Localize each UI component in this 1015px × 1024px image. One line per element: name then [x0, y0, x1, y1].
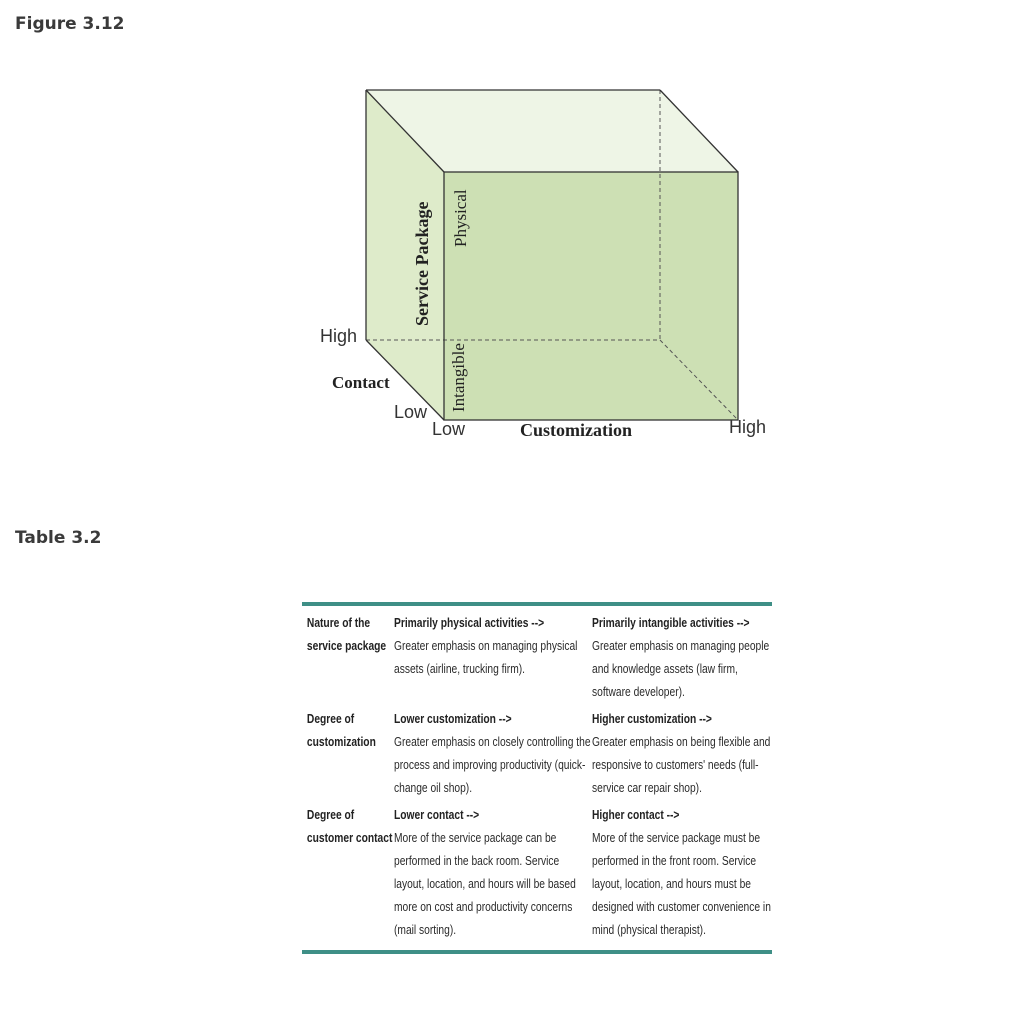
axis-vertical-top-label: Physical — [451, 189, 470, 247]
axis-horizontal-high-label: High — [729, 417, 767, 437]
axis-vertical-title: Service Package — [412, 201, 432, 326]
cell-body: Greater emphasis on closely controlling the process and improving productivity (quick-change oil shop). — [394, 735, 591, 795]
column-physical — [394, 804, 576, 942]
table-row — [302, 804, 772, 942]
service-dimensions-table — [302, 602, 772, 954]
cell-body: More of the service package must be performed in the front room. Service layout, location, and hours must be designed with customer convenience in mind (physical therapist). — [592, 831, 771, 937]
axis-depth-title: Contact — [332, 373, 390, 392]
table-heading: Table 3.2 — [15, 528, 102, 548]
column-intangible — [592, 612, 770, 704]
row-label: Degree of customer contact — [306, 808, 393, 845]
column-physical — [394, 708, 591, 800]
column-intangible — [592, 804, 771, 942]
cell-title: Primarily physical activities --> — [394, 616, 545, 630]
table-row — [302, 612, 772, 704]
column-intangible — [592, 708, 771, 800]
cell-title: Primarily intangible activities --> — [592, 616, 750, 630]
cell-body: More of the service package can be performed in the back room. Service layout, location, and hours will be based more on cost and productivity concerns (mail sorting). — [394, 831, 576, 937]
row-label: Degree of customization — [306, 712, 376, 749]
table-row — [302, 708, 772, 800]
axis-horizontal-title: Customization — [520, 420, 632, 440]
axis-depth-low-label: Low — [394, 402, 428, 422]
axis-depth-high-label: High — [320, 326, 358, 346]
cell-title: Lower customization --> — [394, 712, 512, 726]
cell-body: Greater emphasis on being flexible and responsive to customers' needs (full-service car repair shop). — [592, 735, 771, 795]
cell-title: Lower contact --> — [394, 808, 480, 822]
axis-vertical-bottom-label: Intangible — [449, 343, 468, 412]
column-physical — [394, 612, 578, 704]
cell-body: Greater emphasis on managing physical assets (airline, trucking firm). — [394, 639, 578, 676]
row-label: Nature of the service package — [306, 616, 387, 653]
axis-horizontal-low-label: Low — [432, 419, 466, 439]
figure-heading: Figure 3.12 — [15, 14, 125, 34]
cell-body: Greater emphasis on managing people and knowledge assets (law firm, software developer). — [592, 639, 770, 699]
cube-front-face — [444, 172, 738, 420]
cell-title: Higher customization --> — [592, 712, 712, 726]
cell-title: Higher contact --> — [592, 808, 680, 822]
